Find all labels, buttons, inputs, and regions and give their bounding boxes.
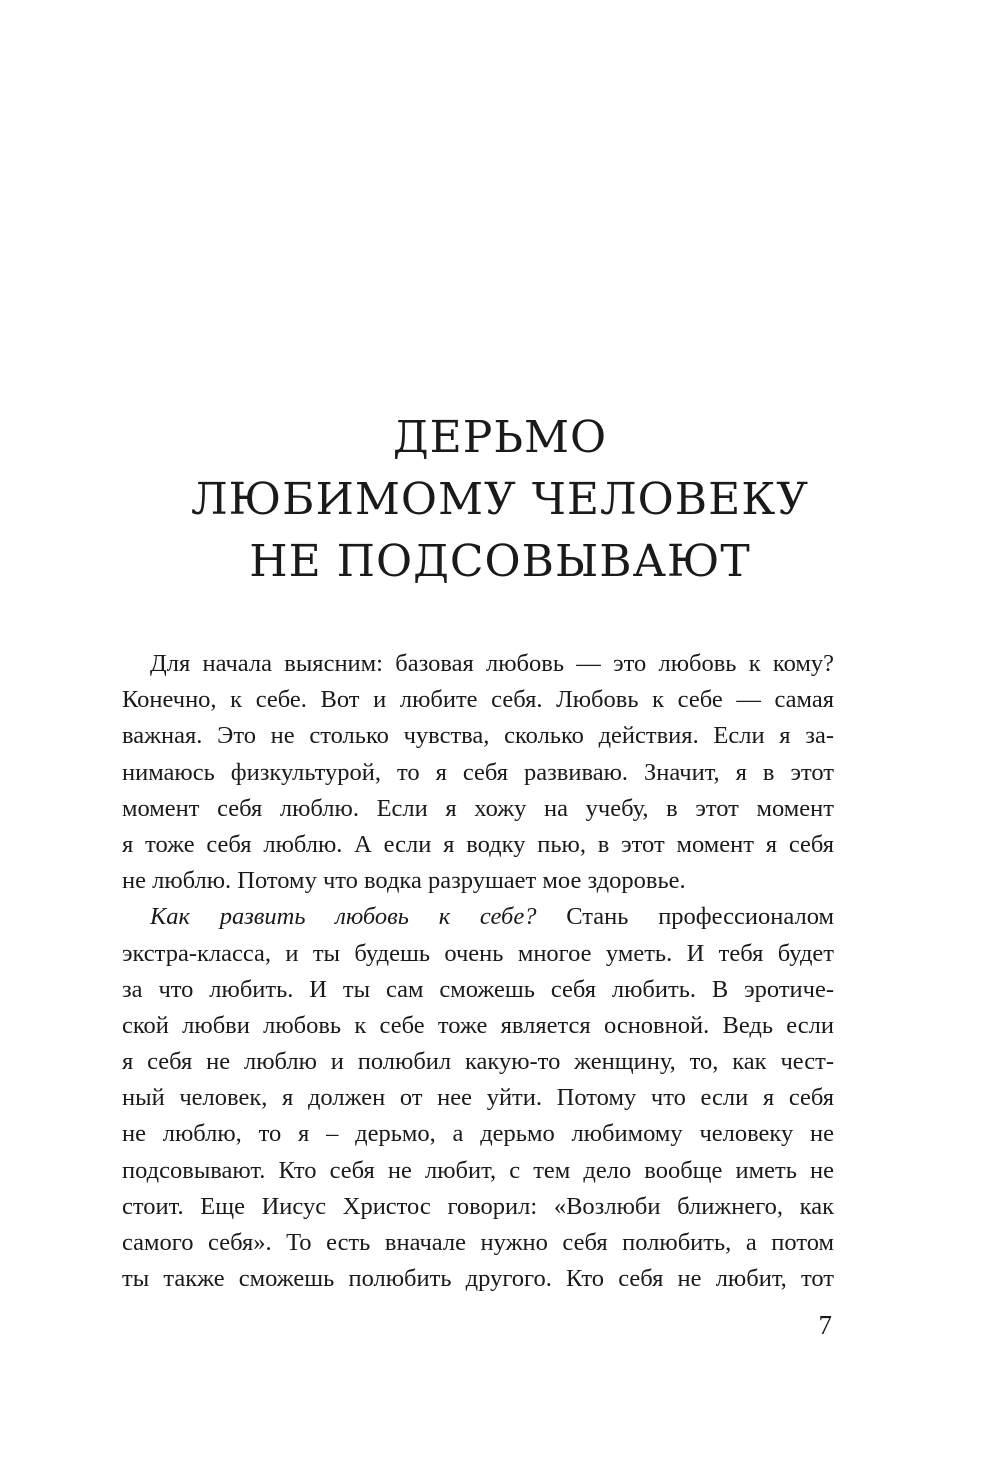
- italic-question: Как развить любовь к себе?: [150, 903, 537, 931]
- text-line: ный человек, я должен от нее уйти. Потому что если я себя: [122, 1084, 834, 1112]
- text-line: не люблю. Потому что водка разрушает мое здоровье.: [122, 867, 686, 895]
- chapter-title-line: ДЕРЬМО: [392, 412, 608, 463]
- text-line: самого себя». То есть вначале нужно себя полюбить, а потом: [122, 1229, 834, 1256]
- chapter-title-line: НЕ ПОДСОВЫВАЮТ: [249, 536, 751, 587]
- chapter-title-line: ЛЮБИМОМУ ЧЕЛОВЕКУ: [190, 474, 810, 525]
- text-line: ской любви любовь к себе тоже является основной. Ведь если: [122, 1011, 834, 1039]
- chapter-title: [100, 407, 900, 593]
- text-line: Для начала выясним: базовая любовь — это любовь к кому?: [150, 650, 834, 677]
- text-line: важная. Это не столько чувства, сколько действия. Если я за-: [122, 722, 834, 750]
- page-number: 7: [818, 1310, 832, 1340]
- text-line-rest: Стань профессионалом: [536, 903, 834, 931]
- text-line: подсовывают. Кто себя не любит, с тем дело вообще иметь не: [122, 1156, 834, 1184]
- text-line: нимаюсь физкультурой, то я себя развиваю. Значит, я в этот: [122, 758, 834, 786]
- text-line: момент себя люблю. Если я хожу на учебу, в этот момент: [122, 794, 834, 822]
- text-line: не люблю, то я – дерьмо, а дерьмо любимому человеку не: [122, 1120, 834, 1148]
- text-line: Конечно, к себе. Вот и любите себя. Любовь к себе — самая: [122, 686, 834, 714]
- text-line: я тоже себя люблю. А если я водку пью, в этот момент я себя: [122, 830, 834, 858]
- text-line: я себя не люблю и полюбил какую-то женщину, то, как чест-: [122, 1048, 834, 1076]
- text-line: экстра-класса, и ты будешь очень многое уметь. И тебя будет: [122, 939, 834, 967]
- text-line: ты также сможешь полюбить другого. Кто себя не любит, тот: [122, 1265, 834, 1293]
- text-line: стоит. Еще Иисус Христос говорил: «Возлюби ближнего, как: [122, 1192, 834, 1220]
- body-text: [122, 646, 834, 1297]
- text-line: [122, 899, 834, 935]
- text-line: за что любить. И ты сам сможешь себя любить. В эротиче-: [122, 975, 834, 1003]
